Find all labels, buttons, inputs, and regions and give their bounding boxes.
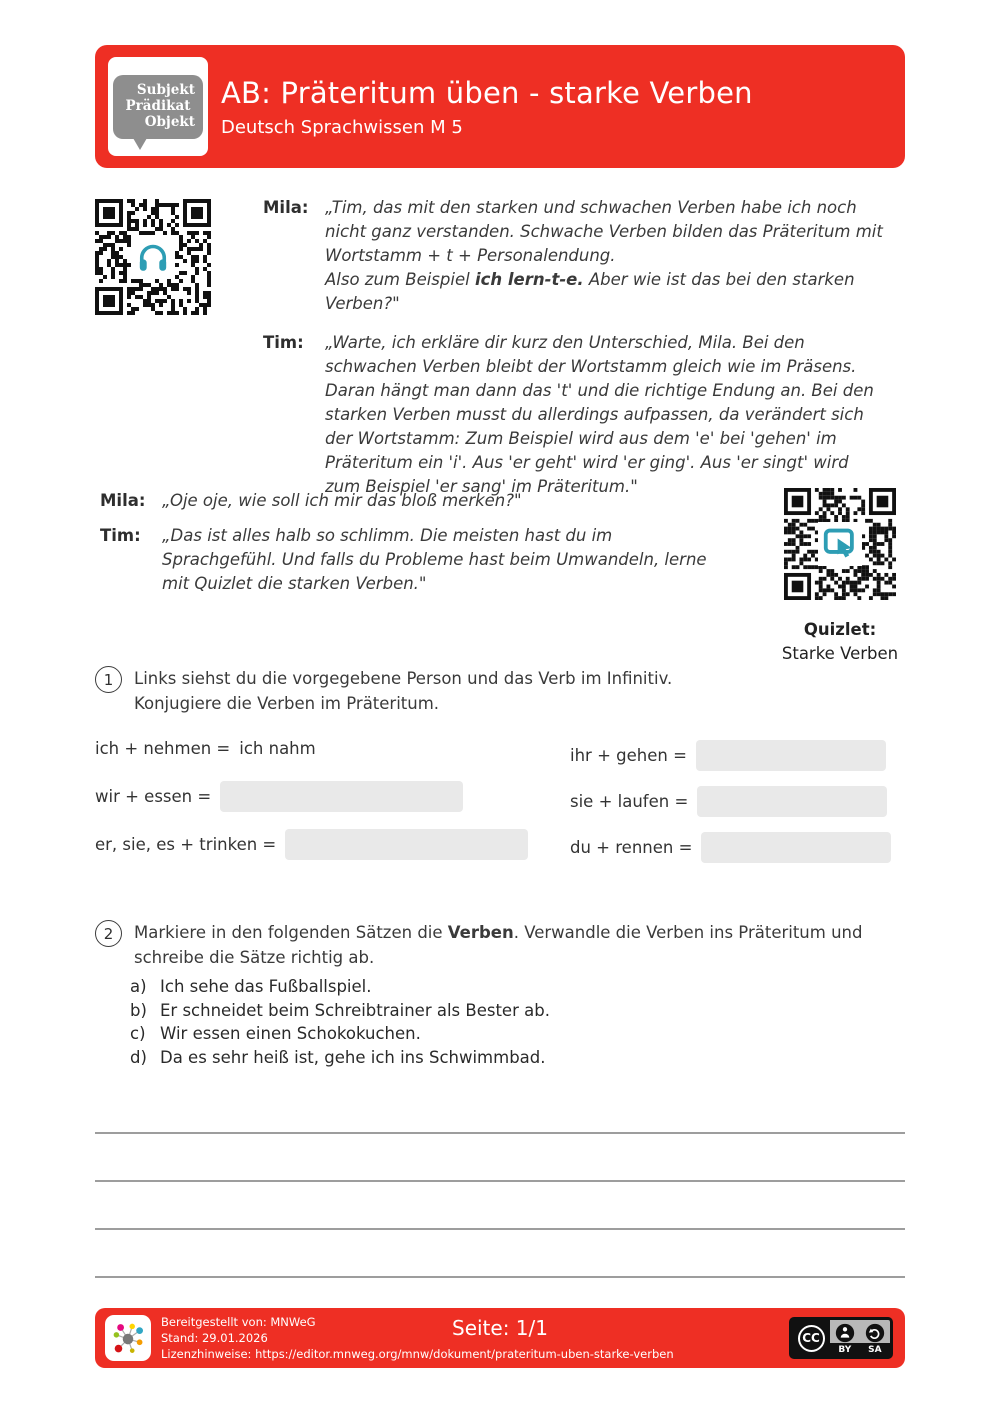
- speaker-label: Mila:: [100, 491, 146, 510]
- speaker-label: Tim:: [263, 333, 304, 352]
- task1-instruction-line: Konjugiere die Verben im Präteritum.: [134, 694, 440, 713]
- cc-icon: [792, 1320, 830, 1356]
- speech-bubble-logo-icon: [113, 75, 203, 139]
- dialog-block-1: [263, 196, 903, 514]
- share-alike-icon: [865, 1323, 885, 1343]
- list-item-letter: b): [130, 1000, 147, 1020]
- fill-row: [95, 781, 528, 812]
- list-item-letter: d): [130, 1047, 147, 1067]
- speaker-label: Tim:: [100, 526, 141, 545]
- list-item-letter: a): [130, 977, 147, 996]
- attribution-person-icon: [835, 1323, 855, 1343]
- task1-right-column: [570, 740, 891, 878]
- dialog-row-tim: [100, 524, 740, 596]
- cc-by-label: BY: [838, 1344, 852, 1355]
- answer-box[interactable]: [220, 781, 463, 812]
- fill-label: du + rennen =: [570, 838, 693, 857]
- list-item-text: Wir essen einen Schokokuchen.: [160, 1024, 421, 1043]
- cc-icon-row: [830, 1320, 890, 1343]
- fill-label: er, sie, es + trinken =: [95, 835, 277, 854]
- dialog-row-mila: [100, 489, 740, 513]
- quizlet-title: Quizlet:: [803, 620, 877, 639]
- footer-license-link[interactable]: Lizenzhinweise: https://editor.mnweg.org/mnw/dokument/prateritum-uben-starke-verben: [161, 1347, 674, 1361]
- dialog-block-2: [100, 489, 740, 611]
- spo-logo: [108, 57, 208, 156]
- footer-provided: Bereitgestellt von: MNWeG: [161, 1315, 316, 1329]
- page-indicator: Seite: 1/1: [452, 1316, 548, 1340]
- dialog-text: [325, 196, 887, 316]
- writing-line[interactable]: [95, 1228, 905, 1230]
- dialog-row-tim: [263, 331, 903, 499]
- task1-left-column: [95, 733, 528, 877]
- headphones-icon: [131, 235, 175, 279]
- task2-instruction: [134, 920, 897, 970]
- task2-header: [95, 920, 897, 970]
- list-item: [130, 1046, 550, 1070]
- fill-label: ich + nehmen =: [95, 739, 231, 758]
- answer-box[interactable]: [701, 832, 891, 863]
- cc-circle: CC: [798, 1325, 825, 1352]
- page-subtitle: Deutsch Sprachwissen M 5: [221, 117, 463, 138]
- task1-number-badge: 1: [95, 666, 122, 693]
- dialog-text-part: Aber wie ist das bei den starken Verben?": [325, 270, 855, 313]
- dialog-text-part: Also zum Beispiel: [325, 270, 475, 289]
- list-item-text: Ich sehe das Fußballspiel.: [160, 977, 372, 996]
- audio-qr-code[interactable]: [95, 199, 211, 315]
- logo-line: Subjekt: [136, 81, 195, 98]
- writing-line[interactable]: [95, 1276, 905, 1278]
- fill-label: ihr + gehen =: [570, 746, 687, 765]
- fill-row: [570, 740, 891, 771]
- answer-box[interactable]: [697, 786, 887, 817]
- writing-line[interactable]: [95, 1132, 905, 1134]
- tap-icon: [818, 522, 862, 566]
- list-item-letter: c): [130, 1024, 146, 1043]
- cc-sa-label: SA: [868, 1344, 882, 1355]
- dialog-text-part: „Tim, das mit den starken und schwachen Verben habe ich noch nicht ganz verstanden. Schwache Verben bilden das Präteritum mit Wortstamm + t + Personalendung.: [325, 198, 883, 265]
- footer-stand: Stand: 29.01.2026: [161, 1331, 268, 1345]
- logo-line: Objekt: [144, 113, 195, 130]
- list-item: [130, 999, 550, 1023]
- answer-box[interactable]: [285, 829, 528, 860]
- answer-box[interactable]: [696, 740, 886, 771]
- list-item-text: Er schneidet beim Schreibtrainer als Bester ab.: [160, 1000, 550, 1020]
- cc-right-panel: [830, 1320, 890, 1356]
- speech-bubble-tail: [133, 138, 147, 150]
- task2-instruction-part: . Verwandle die Verben ins Präteritum und schreibe die Sätze richtig ab.: [134, 923, 863, 967]
- page-title: AB: Präteritum üben - starke Verben: [221, 76, 753, 110]
- fill-label: wir + essen =: [95, 787, 212, 806]
- fill-example-answer: ich nahm: [239, 739, 316, 758]
- speaker-label: Mila:: [263, 198, 309, 217]
- fill-row: [95, 829, 528, 860]
- writing-line[interactable]: [95, 1180, 905, 1182]
- fill-row: [570, 832, 891, 863]
- dialog-row-mila: [263, 196, 903, 316]
- quizlet-qr-code[interactable]: [784, 488, 896, 600]
- task1-instruction-line: Links siehst du die vorgegebene Person und das Verb im Infinitiv.: [134, 669, 673, 688]
- task1-instruction: [134, 666, 672, 716]
- header-text: [221, 75, 753, 138]
- fill-row: [570, 786, 891, 817]
- header-banner: [95, 45, 905, 168]
- logo-line: Prädikat: [125, 97, 191, 114]
- list-item-text: Da es sehr heiß ist, gehe ich ins Schwimmbad.: [160, 1047, 546, 1067]
- quizlet-subtitle: Starke Verben: [781, 644, 899, 663]
- dialog-text: „Oje oje, wie soll ich mir das bloß merken?": [162, 491, 522, 510]
- fill-label: sie + laufen =: [570, 792, 689, 811]
- task2-number-badge: 2: [95, 920, 122, 947]
- cc-by-sa-badge[interactable]: [789, 1317, 893, 1359]
- dialog-text: „Das ist alles halb so schlimm. Die meisten hast du im Sprachgefühl. Und falls du Probleme hast beim Umwandeln, lerne mit Quizlet die starken Verben.": [162, 526, 707, 593]
- dialog-text: „Warte, ich erkläre dir kurz den Unterschied, Mila. Bei den schwachen Verben bleibt der Wortstamm gleich wie im Präsens. Daran hängt man dann das 't' und die richtige Endung an. Bei den starken Verben musst du allerdings aufpassen, da verändert sich der Wortstamm: Zum Beispiel wird aus dem 'e' bei 'gehen' im Präteritum ein 'i'. Aus 'er geht' wird 'er ging'. Aus 'er singt' wird zum Beispiel 'er sang' im Präteritum.": [325, 333, 874, 496]
- task2-sentence-list: [130, 975, 550, 1069]
- task2-instruction-bold: Verben: [447, 923, 514, 942]
- quizlet-caption: [770, 618, 910, 666]
- footer-bar: [95, 1308, 905, 1368]
- dialog-text-bold: ich lern-t-e.: [474, 270, 584, 289]
- fill-row: [95, 733, 528, 764]
- list-item: [130, 1022, 550, 1046]
- task2-instruction-part: Markiere in den folgenden Sätzen die: [134, 923, 448, 942]
- task1-header: [95, 666, 895, 716]
- list-item: [130, 975, 550, 999]
- cc-label-row: [830, 1343, 890, 1356]
